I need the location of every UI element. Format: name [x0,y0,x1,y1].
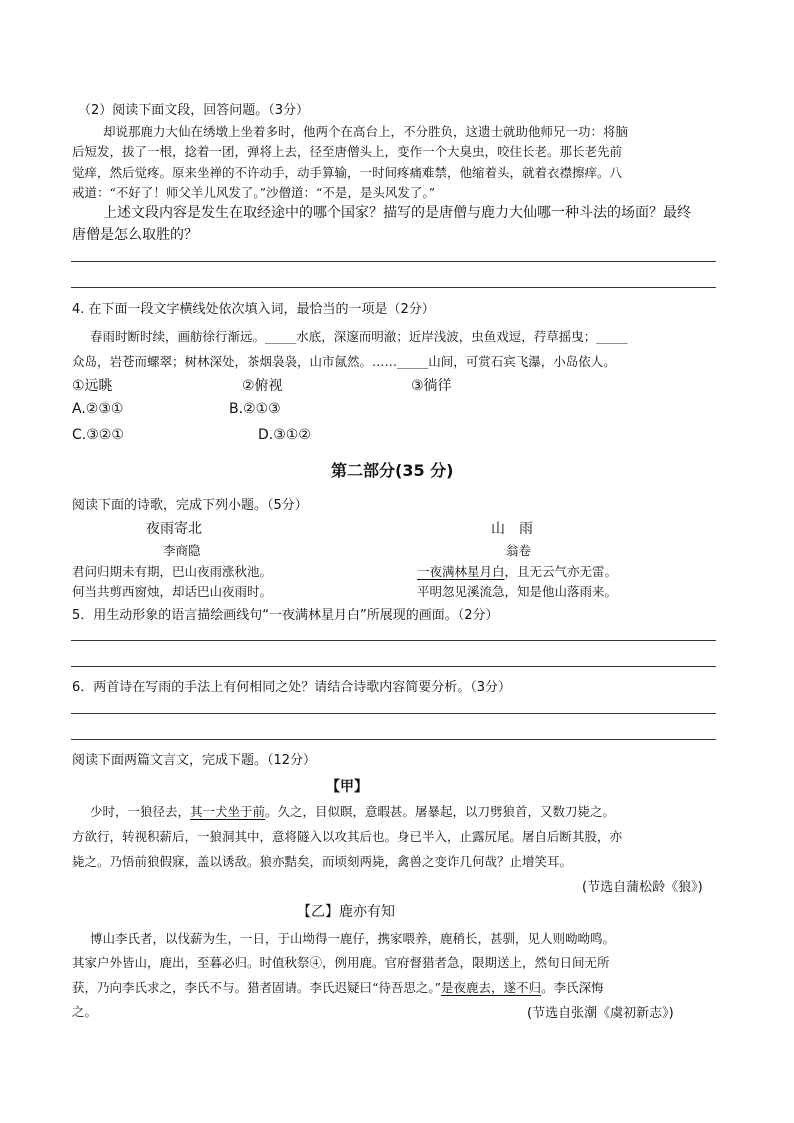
jia-line: 方欲行，转视积薪后，一狼洞其中，意将隧入以攻其后也。身已半入，止露尻尾。屠自后断其股，亦 [72,829,623,844]
jia-label: 【甲】 [326,779,368,795]
passage-line: 觉痒，然后觉疼。原来坐禅的不许动手，动手算输，一时间疼痛难禁，他缩着头，就着衣襟擦痒。八 [72,165,623,180]
poem2-author: 翁卷 [506,543,532,558]
poem1-author: 李商隐 [163,543,201,558]
underlined-phrase: 一夜满林星月白 [417,564,505,579]
q6-text: 6．两首诗在写雨的手法上有何相同之处？请结合诗歌内容简要分析。（3分） [72,680,512,695]
word-choice: ②俯视 [242,378,283,394]
passage-line: 戒道：“不好了！师父羊儿风发了。”沙僧道：“不是，是头风发了。” [72,185,436,200]
poem-intro: 阅读下面的诗歌，完成下列小题。（5分） [72,498,308,513]
option-b[interactable]: B.②①③ [229,401,281,417]
q3-2-heading: （2）阅读下面文段，回答问题。（3分） [78,103,310,118]
underlined-phrase: 其一犬坐于前 [190,804,266,819]
poem2-line [417,562,617,580]
word-choice: ①远眺 [72,378,113,394]
yi-source: (节选自张潮《虞初新志》) [527,1006,674,1021]
poem1-title: 夜雨寄北 [146,521,202,537]
answer-line[interactable] [71,261,716,262]
answer-line[interactable] [71,666,716,667]
poem1-line: 君问归期未有期，巴山夜雨涨秋池。 [72,564,273,579]
jia-text: 少时，一狼径去， [90,804,191,819]
poem2-title: 山 雨 [491,521,533,537]
yi-line: 之。 [72,1004,98,1019]
answer-line[interactable] [71,739,716,740]
option-d[interactable]: D.③①② [258,427,311,443]
question-text: 上述文段内容是发生在取经途中的哪个国家？描写的是唐僧与鹿力大仙哪一种斗法的场面？最终 [103,205,691,221]
answer-line[interactable] [71,640,716,641]
yi-line [72,978,604,996]
yi-label: 【乙】鹿亦有知 [297,904,395,920]
underlined-phrase: 是夜鹿去，遂不归 [441,980,542,995]
answer-line[interactable] [71,287,716,288]
passage-line: 后短发，拔了一根，捻着一团，弹将上去，径至唐僧头上，变作一个大臭虫，咬住长老。那长老先前 [72,144,623,159]
question-text: 唐僧是怎么取胜的？ [72,227,198,243]
poem1-line: 何当共剪西窗烛，却话巴山夜雨时。 [72,584,273,599]
yi-line: 其家户外皆山，鹿出，至暮必归。时值秋祭④，例用鹿。官府督猎者急，限期送上，然旬日间无所 [72,955,610,970]
poem2-line-rest: ，且无云气亦无雷。 [504,564,618,579]
passage-line: 却说那鹿力大仙在绣墩上坐着多时，他两个在高台上，不分胜负，这遗士就助他师兄一功：将脑 [103,124,629,139]
jia-line [90,802,615,820]
yi-text: 获，乃向李氏求之，李氏不与。猎者固请。李氏迟疑曰“待吾思之。” [72,980,442,995]
yi-line: 博山李氏者，以伐薪为生，一日，于山坳得一鹿仔，携家喂养，鹿稍长，甚驯，见人则呦呦鸣。 [90,931,616,946]
yi-text: 。李氏深悔 [541,980,604,995]
option-c[interactable]: C.③②① [72,427,124,443]
poem2-line: 平明忽见溪流急，知是他山落雨来。 [417,584,618,599]
jia-source: (节选自蒲松龄《狼》) [582,880,703,895]
answer-line[interactable] [71,713,716,714]
q4-passage-line: 众岛，岩苍而螺翠；树林深处，茶烟袅袅，山市氤然。……_____山间，可赏石宾飞瀑，小岛依人。 [72,354,616,369]
classical-intro: 阅读下面两篇文言文，完成下题。（12分） [72,753,317,768]
word-choice: ③徜徉 [411,378,452,394]
option-a[interactable]: A.②③① [72,401,124,417]
q4-passage-line: 春雨时断时续，画舫徐行渐远。_____水底，深邃而明澈；近岸浅波，虫鱼戏逗，荇草摇曳；_____ [90,329,628,344]
jia-text: 。久之，目似瞑，意暇甚。屠暴起，以刀劈狼首，又数刀毙之。 [265,804,616,819]
q5-text: 5．用生动形象的语言描绘画线句“一夜满林星月白”所展现的画面。（2分） [72,608,499,623]
q4-heading: 4. 在下面一段文字横线处依次填入词，最恰当的一项是（2分） [72,302,435,317]
part2-title: 第二部分(35 分) [331,461,454,480]
jia-line: 毙之。乃悟前狼假寐，盖以诱敌。狼亦黠矣，而顷刻两毙，禽兽之变诈几何哉？止增笑耳。 [72,854,573,869]
